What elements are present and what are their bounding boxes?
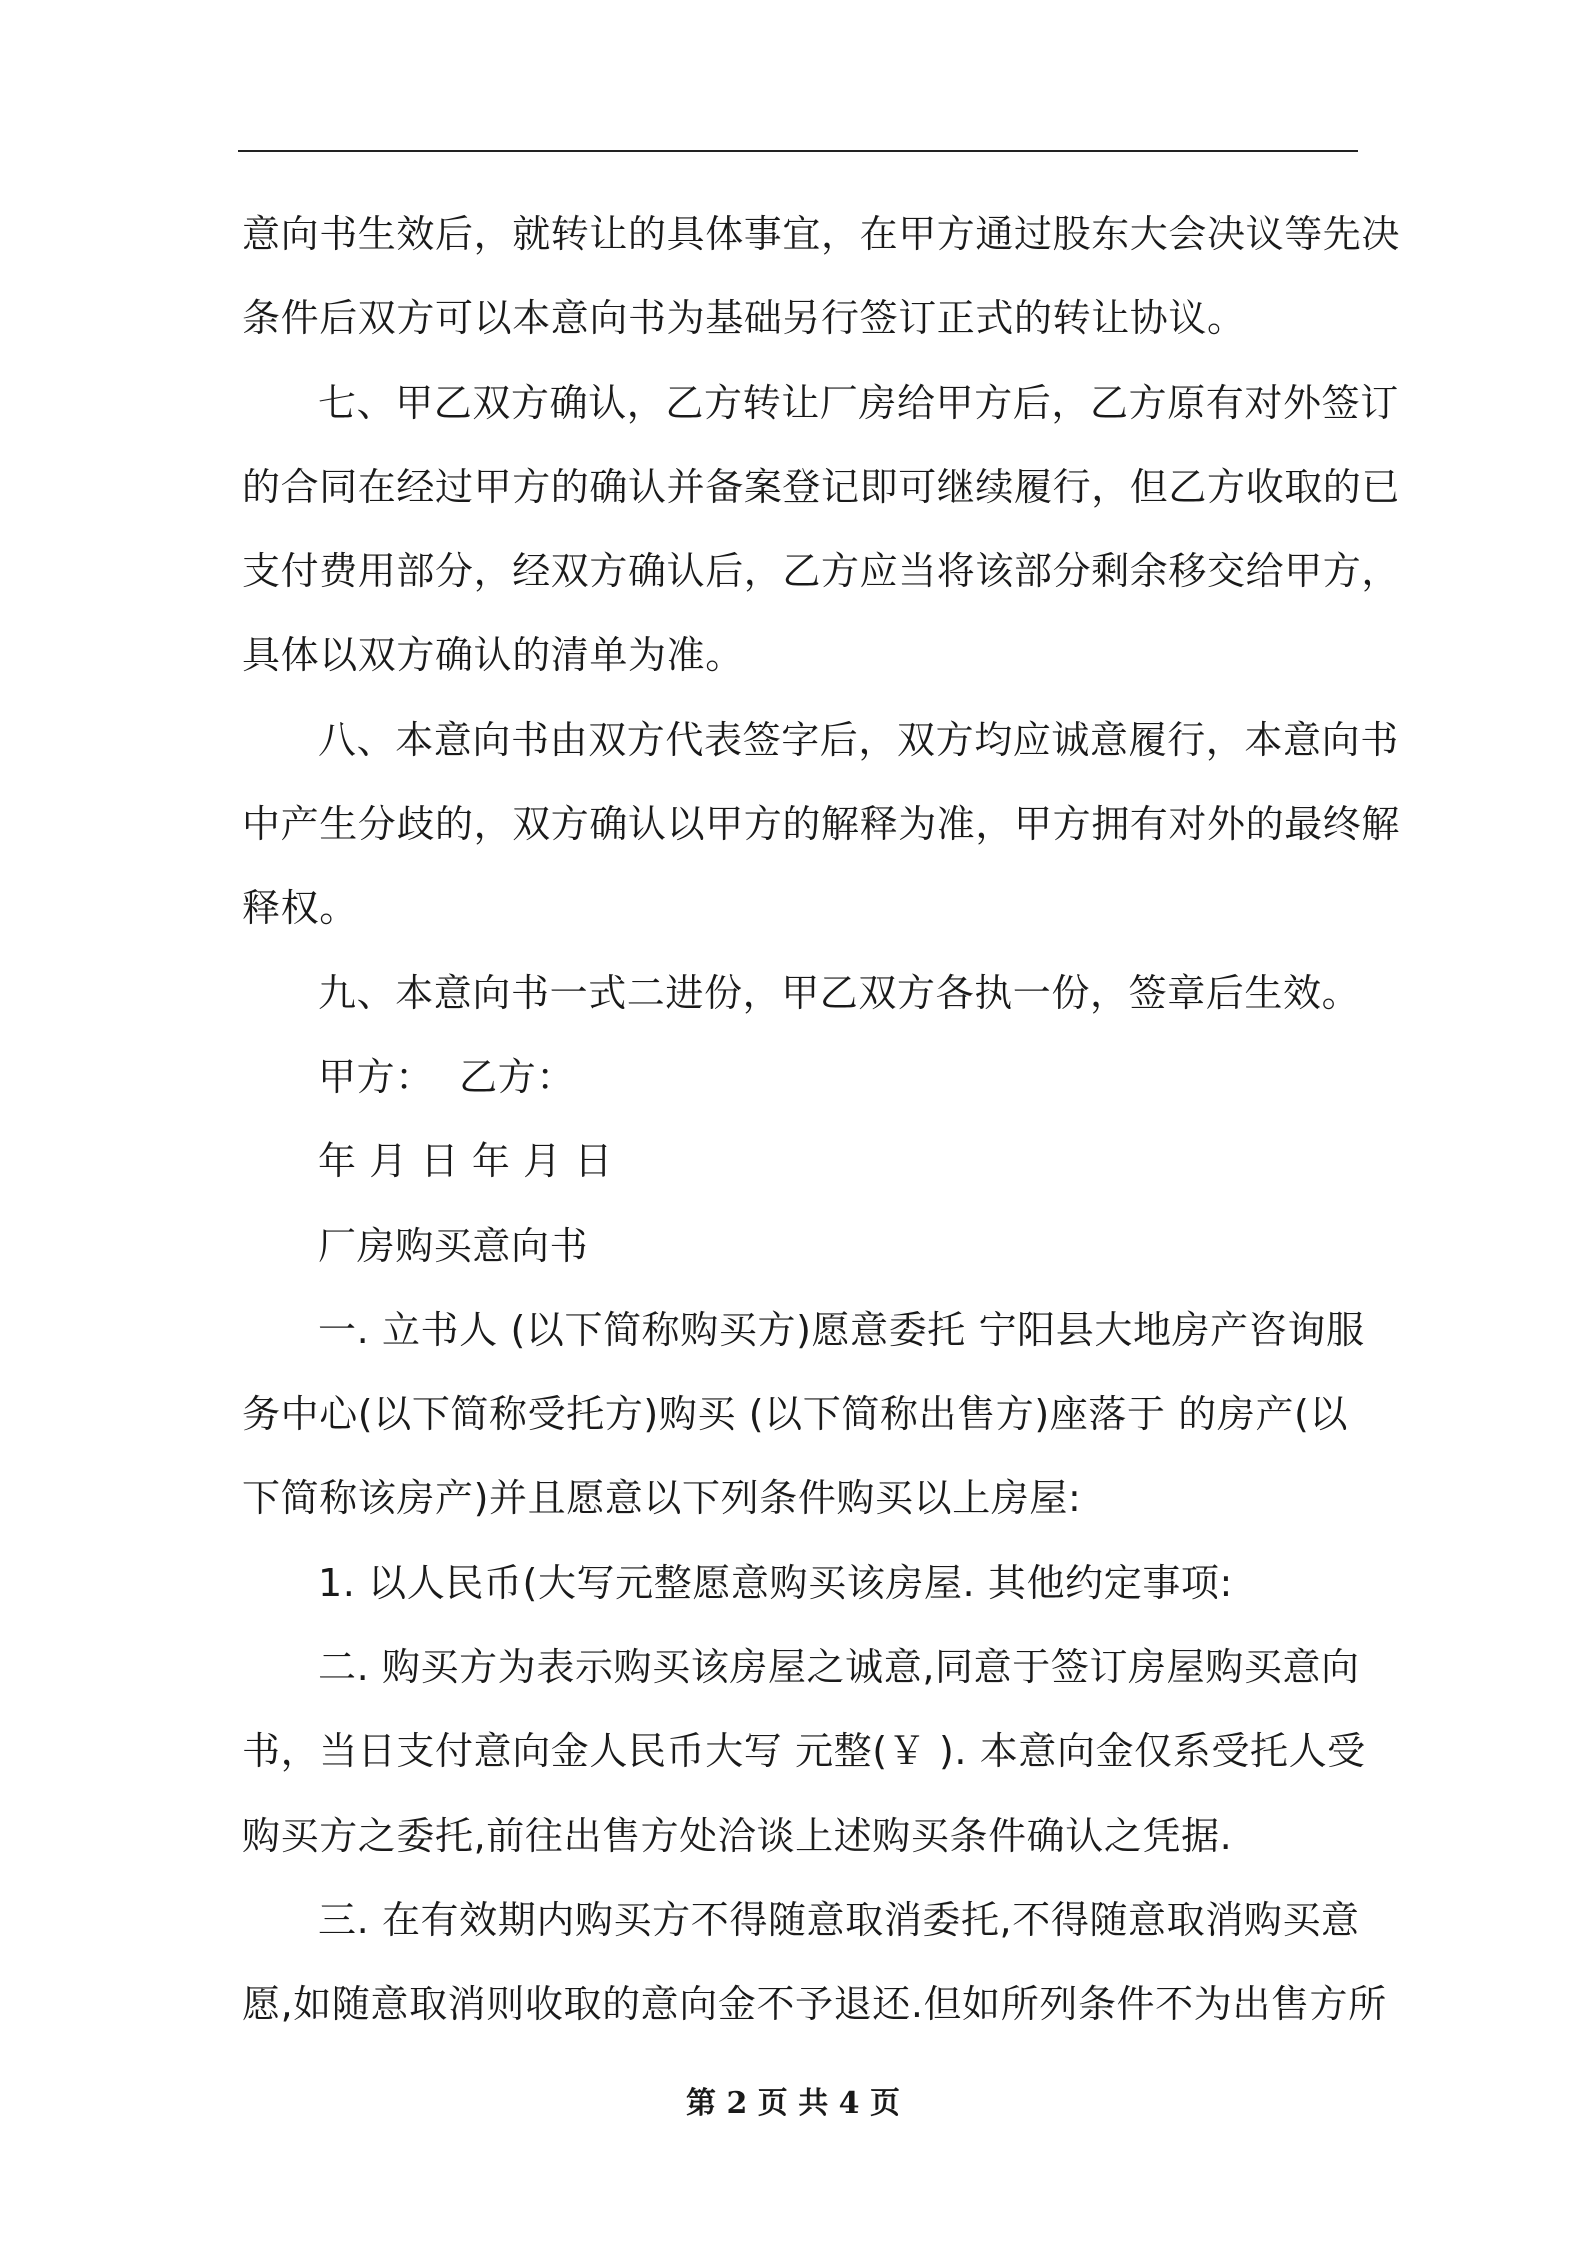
text-line: 七、甲乙双方确认，乙方转让厂房给甲方后，乙方原有对外签订 [318, 380, 1399, 425]
text-line: 意向书生效后，就转让的具体事宜，在甲方通过股东大会决议等先决 [242, 212, 1401, 256]
text-line: 二. 购买方为表示购买该房屋之诚意,同意于签订房屋购买意向 [318, 1645, 1360, 1690]
text-line: 条件后双方可以本意向书为基础另行签订正式的转让协议。 [242, 296, 1246, 341]
signature-parties-line: 甲方： 乙方： [318, 1054, 575, 1099]
text-line: 愿,如随意取消则收取的意向金不予退还.但如所列条件不为出售方所 [242, 1982, 1387, 2027]
text-line: 书，当日支付意向金人民币大写 元整(￥ ). 本意向金仅系受托人受 [242, 1729, 1366, 1774]
text-line: 中产生分歧的，双方确认以甲方的解释为准，甲方拥有对外的最终解 [242, 802, 1401, 847]
text-line: 的合同在经过甲方的确认并备案登记即可继续履行，但乙方收取的已 [242, 464, 1401, 509]
text-line: 释权。 [242, 886, 358, 931]
text-line: 下简称该房产)并且愿意以下列条件购买以上房屋: [242, 1476, 1082, 1521]
signature-date-line: 年 月 日 年 月 日 [318, 1139, 613, 1184]
section-title: 厂房购买意向书 [318, 1223, 589, 1268]
text-line: 一. 立书人 (以下简称购买方)愿意委托 宁阳县大地房产咨询服 [318, 1307, 1365, 1352]
text-line: 八、本意向书由双方代表签字后，双方均应诚意履行，本意向书 [318, 717, 1399, 762]
text-line: 三. 在有效期内购买方不得随意取消委托,不得随意取消购买意 [318, 1897, 1360, 1942]
document-body [242, 192, 1401, 2047]
page-number-footer: 第 2 页 共 4 页 [686, 2086, 900, 2121]
text-line: 购买方之委托,前往出售方处洽谈上述购买条件确认之凭据. [242, 1813, 1233, 1858]
header-rule [238, 150, 1358, 152]
text-line: 具体以双方确认的清单为准。 [242, 633, 744, 678]
text-line: 务中心(以下简称受托方)购买 (以下简称出售方)座落于 的房产(以 [242, 1392, 1349, 1437]
text-line: 九、本意向书一式二进份，甲乙双方各执一份，签章后生效。 [318, 970, 1361, 1015]
text-line: 1. 以人民币(大写元整愿意购买该房屋. 其他约定事项: [318, 1560, 1233, 1605]
text-line: 支付费用部分，经双方确认后，乙方应当将该部分剩余移交给甲方， [242, 549, 1401, 594]
